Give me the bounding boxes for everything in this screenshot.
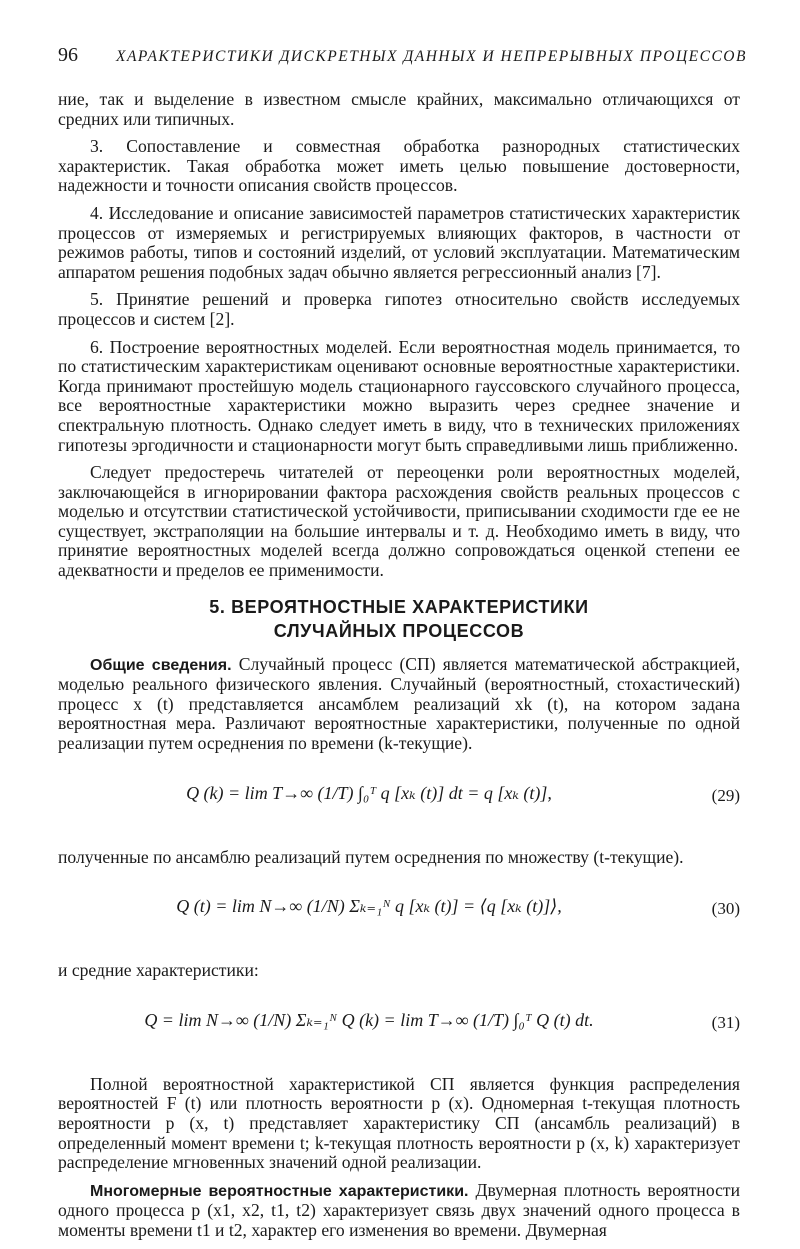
- paragraph: [58, 1181, 740, 1241]
- paragraph: 5. Принятие решений и проверка гипотез относительно свойств исследуемых процессов и систем [2].: [58, 289, 740, 329]
- section-title-line: 5. ВЕРОЯТНОСТНЫЕ ХАРАКТЕРИСТИКИ: [209, 596, 589, 617]
- equation-number: (31): [711, 1012, 740, 1032]
- paragraph: 6. Построение вероятностных моделей. Если вероятностная модель принимается, то по статистическим характеристикам оценивают основные вероятностные характеристики. Когда принимают простейшую модель стационарного гауссовского случайного процесса, все вероятностные характеристики можно выразить через среднее значение и спектральную плотность. Однако следует иметь в виду, что в технических приложениях гипотезы эргодичности и стационарности могут быть справедливыми лишь приближенно.: [58, 336, 740, 455]
- paragraph: Следует предостеречь читателей от переоценки роли вероятностных моделей, заключающейся в игнорировании фактора расхождения свойств реальных процессов с моделью и отсутствии статистической устойчивости, приписывании сходимости где ее не существует, экстраполяции на большие интервалы и т. д. Необходимо иметь в виду, что принятие вероятностных моделей всегда должно сопровождаться оценкой степени ее адекватности и пределов ее применимости.: [58, 462, 740, 581]
- paragraph: полученные по ансамблю реализаций путем осреднения по множеству (t-текущие).: [58, 846, 684, 867]
- paragraph-lead: Многомерные вероятностные характеристики.: [90, 1182, 469, 1200]
- equation-30: [58, 875, 740, 951]
- page-header: [58, 44, 747, 72]
- section-title-line: СЛУЧАЙНЫХ ПРОЦЕССОВ: [273, 620, 525, 641]
- equation-formula: Q (k) = lim T→∞ (1/T) ∫₀ᵀ q [xₖ (t)] dt = q [xₖ (t)],: [186, 782, 552, 803]
- equation-29: [58, 762, 740, 838]
- section-title: [58, 595, 740, 643]
- paragraph: [58, 655, 740, 754]
- running-title: ХАРАКТЕРИСТИКИ ДИСКРЕТНЫХ ДАННЫХ И НЕПРЕРЫВНЫХ ПРОЦЕССОВ: [116, 48, 747, 65]
- paragraph: Полной вероятностной характеристикой СП является функция распределения вероятностей F (t) или плотность вероятности p (x). Одномерная t-текущая плотность вероятности p (x, t) представляет характеристику СП (ансамбль реализаций) в определенный момент времени t; k-текущая плотность вероятности p (x, k) характеризует распределение мгновенных значений одной реализации.: [58, 1073, 740, 1173]
- page-number: 96: [58, 44, 78, 66]
- equation-formula: Q = lim N→∞ (1/N) Σₖ₌₁ᴺ Q (k) = lim T→∞ (1/T) ∫₀ᵀ Q (t) dt.: [144, 1009, 594, 1030]
- page-body: [58, 90, 740, 1249]
- paragraph: и средние характеристики:: [58, 960, 259, 981]
- equation-number: (29): [711, 785, 740, 805]
- equation-31: [58, 989, 740, 1065]
- paragraph: ние, так и выделение в известном смысле крайних, максимально отличающихся от средних или типичных.: [58, 89, 740, 129]
- equation-number: (30): [711, 899, 740, 919]
- paragraph: 3. Сопоставление и совместная обработка разнородных статистических характеристик. Такая обработка может иметь целью повышение достоверности, надежности и точности описания свойств процессов.: [58, 136, 740, 196]
- equation-formula: Q (t) = lim N→∞ (1/N) Σₖ₌₁ᴺ q [xₖ (t)] = ⟨q [xₖ (t)]⟩,: [176, 896, 562, 917]
- paragraph-text: Случайный процесс (СП) является математической абстракцией, моделью реального физического явления. Случайный (вероятностный, стохастический) процесс x (t) представляется ансамблем реализаций xk (t), на котором задана вероятностная мера. Различают вероятностные характеристики, полученные по одной реализации путем осреднения по времени (k-текущие).: [58, 653, 741, 754]
- paragraph-lead: Общие сведения.: [90, 656, 232, 674]
- paragraph-text: Двумерная плотность вероятности одного процесса p (x1, x2, t1, t2) характеризует связь двух значений одного процесса в моменты времени t1 и t2, характер его изменения во времени. Двумерная: [58, 1179, 740, 1240]
- paragraph: 4. Исследование и описание зависимостей параметров статистических характеристик процессов от измеряемых и регистрируемых влияющих факторов, в частности от режимов работы, типов и состояний изделий, от условий эксплуатации. Математическим аппаратом решения подобных задач обычно является регрессионный анализ [7].: [58, 202, 740, 282]
